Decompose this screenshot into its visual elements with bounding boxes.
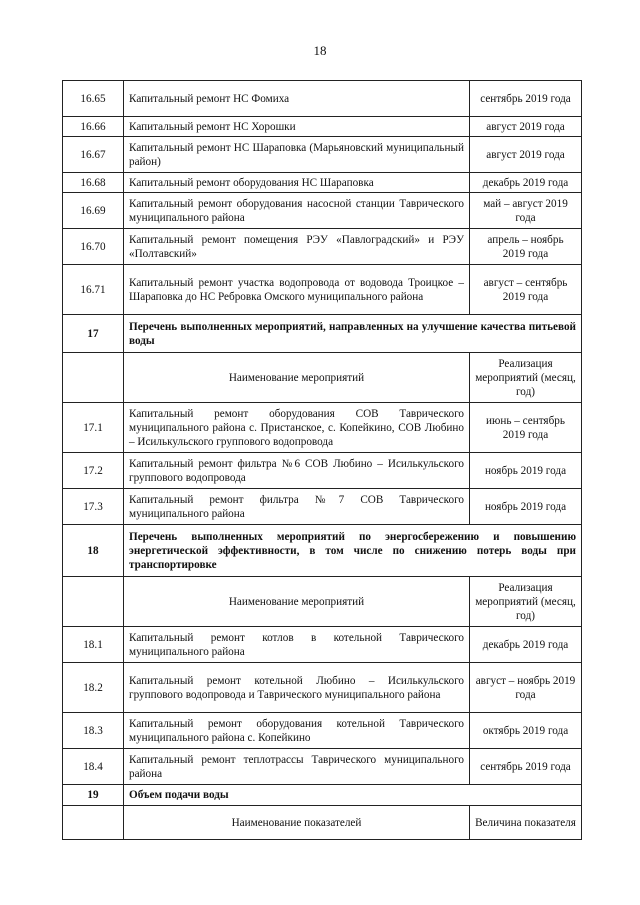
table-row xyxy=(63,81,582,117)
measure-name: Капитальный ремонт помещения РЭУ «Павлоградский» и РЭУ «Полтавский» xyxy=(124,229,470,265)
measure-date: сентябрь 2019 года xyxy=(470,749,582,785)
measure-date: август – сентябрь 2019 года xyxy=(470,265,582,315)
row-number: 17.3 xyxy=(63,489,124,525)
table-row xyxy=(63,137,582,173)
column-header-row xyxy=(63,353,582,403)
measure-name: Капитальный ремонт котельной Любино – Исилькульского группового водопровода и Таврического муниципального района xyxy=(124,663,470,713)
table-row xyxy=(63,265,582,315)
measure-name: Капитальный ремонт котлов в котельной Таврического муниципального района xyxy=(124,627,470,663)
table-row xyxy=(63,117,582,137)
section-number: 17 xyxy=(63,315,124,353)
measure-name: Капитальный ремонт НС Хорошки xyxy=(124,117,470,137)
measure-name: Капитальный ремонт оборудования котельной Таврического муниципального района с. Копейкино xyxy=(124,713,470,749)
row-number: 16.68 xyxy=(63,173,124,193)
table-row xyxy=(63,173,582,193)
section-title: Объем подачи воды xyxy=(124,785,582,806)
page-number: 18 xyxy=(313,43,327,58)
table-row xyxy=(63,627,582,663)
measure-name: Капитальный ремонт участка водопровода от водовода Троицкое – Шараповка до НС Ребровка Омского муниципального района xyxy=(124,265,470,315)
section-header-row xyxy=(63,315,582,353)
table-row xyxy=(63,193,582,229)
row-number: 16.66 xyxy=(63,117,124,137)
measure-name: Капитальный ремонт оборудования насосной станции Таврического муниципального района xyxy=(124,193,470,229)
column-header-name: Наименование показателей xyxy=(124,806,470,840)
row-number: 18.3 xyxy=(63,713,124,749)
measure-date: ноябрь 2019 года xyxy=(470,489,582,525)
table-row xyxy=(63,489,582,525)
row-number: 17.2 xyxy=(63,453,124,489)
measure-date: август – ноябрь 2019 года xyxy=(470,663,582,713)
measure-name: Капитальный ремонт оборудования НС Шараповка xyxy=(124,173,470,193)
measure-date: июнь – сентябрь 2019 года xyxy=(470,403,582,453)
measure-date: декабрь 2019 года xyxy=(470,627,582,663)
row-number: 16.69 xyxy=(63,193,124,229)
measure-name: Капитальный ремонт НС Фомиха xyxy=(124,81,470,117)
table-row xyxy=(63,663,582,713)
table-row xyxy=(63,403,582,453)
measure-name: Капитальный ремонт НС Шараповка (Марьяновский муниципальный район) xyxy=(124,137,470,173)
column-header-row xyxy=(63,577,582,627)
measures-table xyxy=(62,80,582,840)
measure-name: Капитальный ремонт фильтра №7 СОВ Таврического муниципального района xyxy=(124,489,470,525)
column-header-value: Величина показателя xyxy=(470,806,582,840)
section-number: 19 xyxy=(63,785,124,806)
row-number: 17.1 xyxy=(63,403,124,453)
row-number: 18.2 xyxy=(63,663,124,713)
table-row xyxy=(63,749,582,785)
measure-date: сентябрь 2019 года xyxy=(470,81,582,117)
table-row xyxy=(63,229,582,265)
column-header-date: Реализация мероприятий (месяц, год) xyxy=(470,577,582,627)
row-number: 18.1 xyxy=(63,627,124,663)
row-number: 16.71 xyxy=(63,265,124,315)
measure-date: октябрь 2019 года xyxy=(470,713,582,749)
row-number: 16.65 xyxy=(63,81,124,117)
section-header-row xyxy=(63,525,582,577)
section-title: Перечень выполненных мероприятий, направленных на улучшение качества питьевой воды xyxy=(124,315,582,353)
measure-date: май – август 2019 года xyxy=(470,193,582,229)
column-header-name: Наименование мероприятий xyxy=(124,353,470,403)
measure-date: декабрь 2019 года xyxy=(470,173,582,193)
table-row xyxy=(63,713,582,749)
measure-date: август 2019 года xyxy=(470,137,582,173)
measure-name: Капитальный ремонт оборудования СОВ Таврического муниципального района с. Пристанское, с. Копейкино, СОВ Любино – Исилькульского группового водопровода xyxy=(124,403,470,453)
row-number: 16.67 xyxy=(63,137,124,173)
measure-name: Капитальный ремонт фильтра №6 СОВ Любино – Исилькульского группового водопровода xyxy=(124,453,470,489)
measure-date: август 2019 года xyxy=(470,117,582,137)
column-header-date: Реализация мероприятий (месяц, год) xyxy=(470,353,582,403)
measure-name: Капитальный ремонт теплотрассы Таврического муниципального района xyxy=(124,749,470,785)
row-number: 16.70 xyxy=(63,229,124,265)
measure-date: апрель – ноябрь 2019 года xyxy=(470,229,582,265)
measure-date: ноябрь 2019 года xyxy=(470,453,582,489)
section-number: 18 xyxy=(63,525,124,577)
section-header-row xyxy=(63,785,582,806)
column-header-row xyxy=(63,806,582,840)
table-row xyxy=(63,453,582,489)
section-title: Перечень выполненных мероприятий по энергосбережению и повышению энергетической эффективности, в том числе по снижению потерь воды при транспортировке xyxy=(124,525,582,577)
row-number: 18.4 xyxy=(63,749,124,785)
column-header-name: Наименование мероприятий xyxy=(124,577,470,627)
